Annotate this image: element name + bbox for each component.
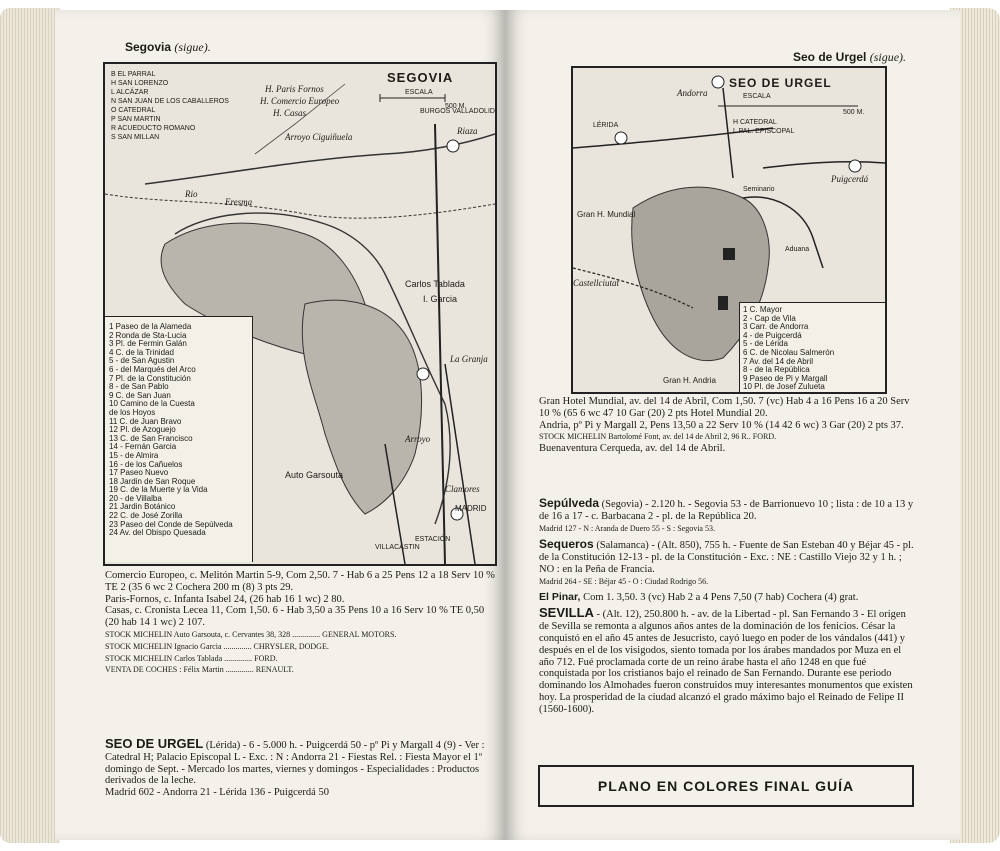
garage-entry: STOCK MICHELIN Bartolomé Font, av. del 14 de Abril 2, 96 R.. FORD. [539,432,777,442]
map-place-label: Aduana [785,246,810,253]
map-place-label: Seminario [743,186,775,193]
map-place-label: Auto Garsouta [285,470,344,480]
page-edges-left [0,8,60,843]
map-place-label: ESTACIÓN [415,536,451,543]
hotel-entry: Comercio Europeo, c. Melitón Martin 5-9, Com 2,50. 7 - Hab 6 a 25 Pens 12 a 18 Serv 10 % TE 2 (35 6 wc 2 Cochera 200 m (8) 3 pts 29. [105,570,495,593]
left-page [55,10,505,840]
map-place-label: Eresma [225,197,253,207]
map-place-label: Arroyo Ciguiñuela [285,132,353,142]
sepulveda-heading: Sepúlveda [539,496,600,510]
sevilla-heading: SEVILLA [539,605,594,621]
color-plan-notice-box [538,765,914,807]
hotel-entry: Gran Hotel Mundial, av. del 14 de Abril, Com 1,50. 7 (vc) Hab 4 a 16 Pens 16 a 20 Serv 10 % (65 6 wc 47 10 Gar (20) 2 pts Hotel Mundial 20. [539,396,910,419]
map-place-label: La Granja [450,354,488,364]
color-plan-notice: PLANO EN COLORES FINAL GUÍA [597,778,855,794]
seo-text: (Lérida) - 6 - 5.000 h. - Puigcerdá 50 - pº Pi y Margall 4 (9) - Ver : Catedral H; Palacio Episcopal L - Exc. : N : Andorra 21 - Fiestas Rel. : Fiesta Mayor el 1º domingo de Sept. - Mercado los martes, viernes y domingos - Especialidades : Productos derivados de la leche. [105,740,485,787]
map-scale-end: 500 M. [445,103,467,110]
map-place-label: LÉRIDA [593,122,619,129]
seo-de-urgel-map [571,66,887,394]
map-place-label: Gran H. Andria [663,376,716,385]
hotel-entry: Andria, pº Pi y Margall 2, Pens 13,50 a 22 Serv 10 % (14 42 6 wc) 3 Gar (20) 2 pts 37. [539,419,904,431]
garage-entry: STOCK MICHELIN Carlos Tablada .............. FORD. [105,653,278,663]
map-place-label: Carlos Tablada [405,279,465,289]
garage-entry: STOCK MICHELIN Auto Garsouta, c. Cervantes 38, 328 .............. GENERAL MOTORS. [105,629,397,639]
map-place-label: Gran H. Mundial [577,210,636,219]
map-place-label: Castellciutat [573,278,619,288]
seo-heading: SEO DE URGEL [105,736,204,751]
map-title: SEGOVIA [387,70,454,85]
map-street-legend: 1 Paseo de la Alameda 2 Ronda de Sta-Lucia 3 Pl. de Fermin Galán 4 C. de la Trinidad 5 - de San Agustin 6 - del Marqués del Arco 7 Pl. de la Constitución 8 - de San Pablo 9 C. de San Juan 10 Camino de la Cuesta de los Hoyos 11 C. de Juan Bravo 12 Pl. de Azoguejo 13 C. de San Francisco 14 - Fernán Garcia 15 - de Almira 16 - de los Cañuelos 17 Paseo Nuevo 18 Jardin de San Roque 19 C. de la Muerte y la Vida 20 - de Villalba 21 Jardin Botánico 22 C. de José Zorilla 23 Paseo del Conde de Sepúlveda 24 Av. del Obispo Quesada [105,316,253,562]
map-place-label: Riaza [457,126,478,136]
dealer-entry: VENTA DE COCHES : Félix Martin .............. RENAULT. [105,665,294,675]
dealer-entry: Buenaventura Cerqueda, av. del 14 de Abril. [539,443,726,455]
map-place-label: Clamores [445,484,480,494]
garage-entry: STOCK MICHELIN Ignacio Garcia .............. CHRYSLER, DODGE. [105,641,329,651]
sequeros-heading: Sequeros [539,537,594,552]
sequeros-text: (Salamanca) - (Alt. 850), 755 h. - Fuente de San Esteban 40 y Béjar 45 - pl. de la Constitución 12-13 - pl. de la Constitución - Exc. : NE : Castillo Viejo 32 y 1 h. ; NO : en la Peña de Francia. [539,540,914,575]
seo-distances: Madrid 602 - Andorra 21 - Lérida 136 - Puigcerdá 50 [105,787,329,799]
map-place-label: Andorra [677,88,708,98]
seo-de-urgel-entry [105,738,495,799]
map-street-legend: 1 C. Mayor 2 - Cap de Vila 3 Carr. de Andorra 4 - de Puigcerdá 5 - de Lérida 6 C. de Nicolau Salmerón 7 Av. del 14 de Abril 8 - de la República 9 Paseo de Pi y Margall 10 Pl. de Josef Zulueta [739,302,885,392]
map-key-letters: H CATEDRAL L PAL. EPISCOPAL [733,119,795,135]
seo-hotel-listings [539,396,917,455]
hotel-entry: Casas, c. Cronista Lecea 11, Com 1,50. 6 - Hab 3,50 a 35 Pens 10 a 16 Serv 10 % TE 0,50 (20 hab 14 1 wc) 2 107. [105,605,485,629]
running-head-left: Segovia (sigue). [125,40,211,54]
map-place-label: Puigcerdá [831,174,869,184]
running-head-right: Seo de Urgel (sigue). [793,50,907,64]
sevilla-text: - (Alt. 12), 250.800 h. - av. de la Libertad - pl. San Fernando 3 - El origen de Sevilla se remonta a algunos años antes de la dominación de los fenicios. César la conquistó en el año 45 antes de Jesucristo, cayó luego en poder de los vándalos (441) y después en el de los visigodos, siento tomada por los árabes mandados por Muza en el año 712. Fué proclamada corte de un reino árabe hasta el año 1248 en que fué conquistada por los cristianos bajo el reinado de San Fernando. Durante ese periodo dominando los Almohades fueron construidos muy interesantes monumentos que existen hoy. La prosperidad de la ciudad alcanzó el grado máximo bajo el Reinado de Felipe II (1560-1600). [539,609,913,715]
pinar-text: Com 1. 3,50. 3 (vc) Hab 2 a 4 Pens 7,50 (7 hab) Cochera (4) grat. [583,591,859,603]
map-hotel-label: H. Comercio Europeo [260,96,340,106]
map-place-label: MADRID [455,504,487,513]
map-title: SEO DE URGEL [729,76,832,90]
map-hotel-label: H. Paris Fornos [265,84,324,94]
map-place-label: BURGOS VALLADOLID [420,108,495,115]
pinar-heading: El Pinar, [539,590,581,603]
right-page [505,10,960,840]
map-hotel-label: H. Casas [273,108,307,118]
map-scale-end: 500 M. [843,109,865,116]
sepulveda-distances: Madrid 127 - N : Aranda de Duero 55 - S : Segovia 53. [539,523,715,533]
segovia-map [103,62,497,566]
town-entries [539,498,917,716]
map-place-label: Rio [185,189,198,199]
map-place-label: I. Garcia [423,294,458,304]
map-scale-label: ESCALA [743,93,771,100]
map-place-label: Arroyo [405,434,431,444]
map-place-label: VILLACASTIN [375,544,420,551]
hotel-entry: Paris-Fornos, c. Infanta Isabel 24, (26 hab 16 1 wc) 2 80. [105,593,345,605]
map-scale-label: ESCALA [405,89,433,96]
sequeros-distances: Madrid 264 - SE : Béjar 45 - O : Ciudad Rodrigo 56. [539,576,709,586]
segovia-hotel-listings [105,570,495,676]
map-key-letters: B EL PARRAL H SAN LORENZO L ALCÁZAR N SAN JUAN DE LOS CABALLEROS O CATEDRAL P SAN MARTIN R ACUEDUCTO ROMANO S SAN MILLAN [111,71,229,141]
sepulveda-text: (Segovia) - 2.120 h. - Segovia 53 - de Barrionuevo 10 ; lista : de 10 a 13 y de 16 a 17 - c. Barbacana 2 - pl. de la República 20. [539,499,914,522]
